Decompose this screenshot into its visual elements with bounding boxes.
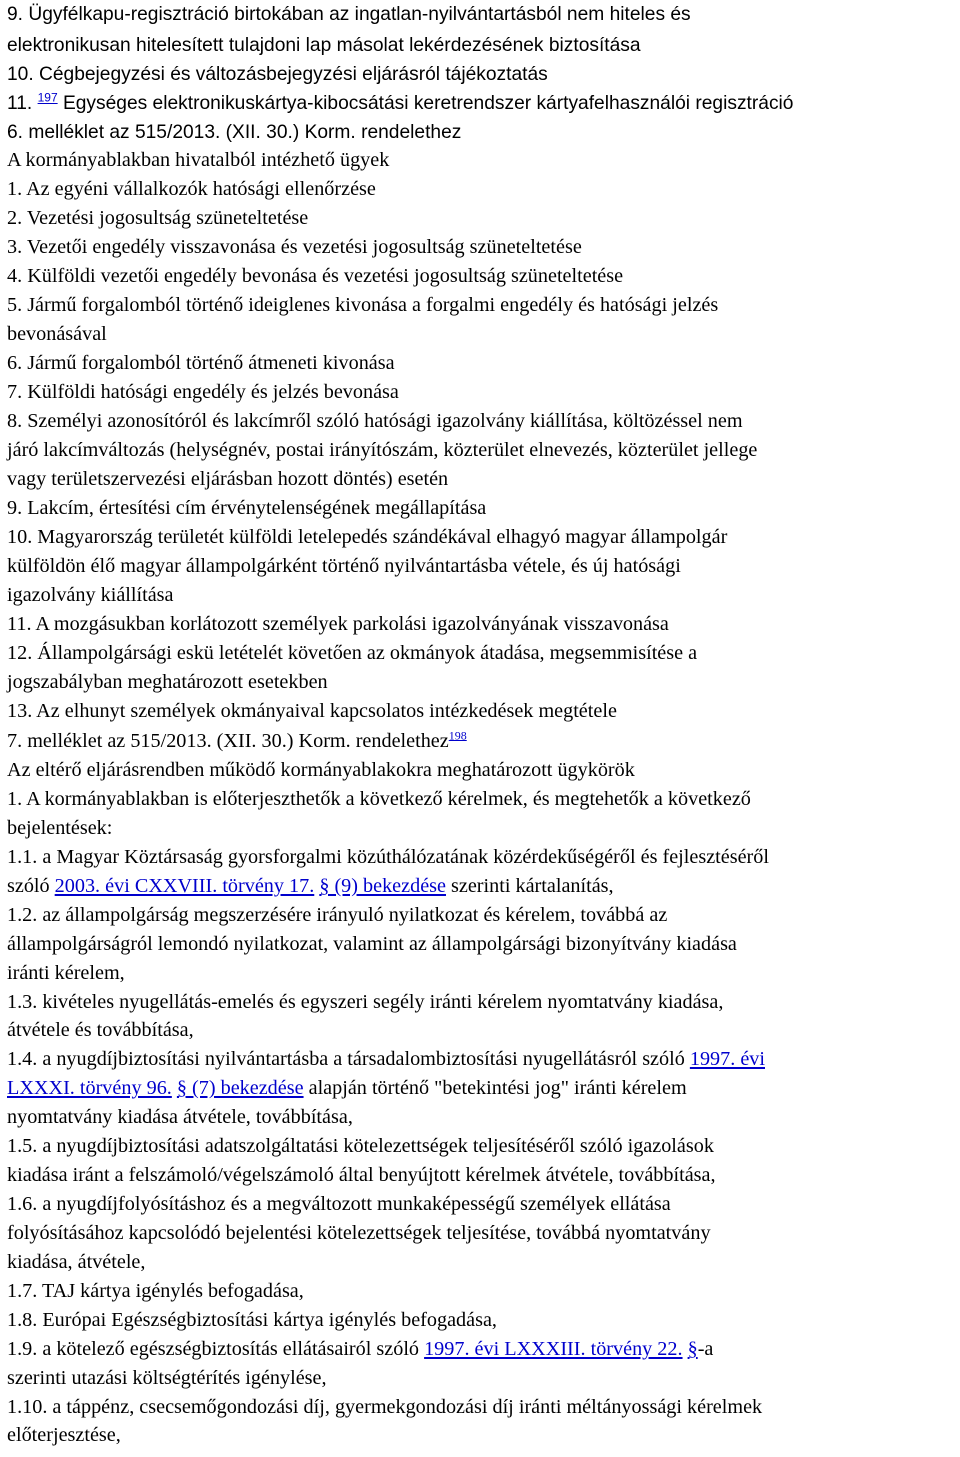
document-line: kiadása, átvétele,	[7, 1251, 146, 1273]
document-line	[7, 1335, 713, 1364]
document-line: 10. Cégbejegyzési és változásbejegyzési eljárásról tájékoztatás	[7, 64, 548, 85]
document-line: előterjesztése,	[7, 1424, 121, 1446]
line-text: alapján történő "betekintési jog" iránti kérelem	[303, 1077, 687, 1099]
line-text: -a	[697, 1338, 714, 1360]
document-line: 1.8. Európai Egészségbiztosítási kártya igénylés befogadása,	[7, 1309, 497, 1331]
document-line: állampolgárságról lemondó nyilatkozat, valamint az állampolgársági bizonyítvány kiadása	[7, 933, 737, 955]
document-line: 5. Jármű forgalomból történő ideiglenes kivonása a forgalmi engedély és hatósági jelzés	[7, 294, 719, 316]
line-text: 11.	[7, 93, 38, 114]
document-line	[7, 89, 793, 118]
document-line: vagy területszervezési eljárásban hozott döntés) esetén	[7, 468, 449, 490]
document-line: átvétele és továbbítása,	[7, 1019, 194, 1041]
document-line: 1.10. a táppénz, csecsemőgondozási díj, gyermekgondozási díj iránti méltányossági kérelmek	[7, 1396, 763, 1418]
document-line: 6. Jármű forgalomból történő átmeneti kivonása	[7, 352, 395, 374]
law-reference-link[interactable]: § (7) bekezdése	[176, 1077, 304, 1099]
document-line: 7. Külföldi hatósági engedély és jelzés bevonása	[7, 381, 399, 403]
document-line: szerinti utazási költségtérítés igénylése,	[7, 1367, 327, 1389]
document-line: folyósításához kapcsolódó bejelentési kötelezettségek teljesítése, továbbá nyomtatvány	[7, 1222, 711, 1244]
document-line: 1.5. a nyugdíjbiztosítási adatszolgáltatási kötelezettségek teljesítéséről szóló igazolások	[7, 1135, 714, 1157]
document-line: iránti kérelem,	[7, 962, 125, 984]
document-line: 3. Vezetői engedély visszavonása és vezetési jogosultság szüneteltetése	[7, 236, 582, 258]
document-line: 4. Külföldi vezetői engedély bevonása és vezetési jogosultság szüneteltetése	[7, 265, 624, 287]
document-line: 1.7. TAJ kártya igénylés befogadása,	[7, 1280, 304, 1302]
document-line: 1.1. a Magyar Köztársaság gyorsforgalmi közúthálózatának közérdekűségéről és fejlesztéséről	[7, 846, 769, 868]
document-line: 13. Az elhunyt személyek okmányaival kapcsolatos intézkedések megtétele	[7, 700, 617, 722]
footnote-link[interactable]: 197	[37, 90, 58, 105]
document-line: 8. Személyi azonosítóról és lakcímről szóló hatósági igazolvány kiállítása, költözéssel nem	[7, 410, 743, 432]
line-text: Egységes elektronikuskártya-kibocsátási keretrendszer kártyafelhasználói regisztráció	[57, 93, 794, 114]
document-line: külföldön élő magyar állampolgárként történő nyilvántartásba vétele, és új hatósági	[7, 555, 681, 577]
document-line: bejelentések:	[7, 817, 113, 839]
document-line: 10. Magyarország területét külföldi letelepedés szándékával elhagyó magyar állampolgár	[7, 526, 728, 548]
document-line: A kormányablakban hivatalból intézhető ügyek	[7, 149, 390, 171]
document-line: 11. A mozgásukban korlátozott személyek parkolási igazolványának visszavonása	[7, 613, 669, 635]
law-reference-link[interactable]: § (9) bekezdése	[319, 875, 446, 897]
line-text: 1.4. a nyugdíjbiztosítási nyilvántartásba a társadalombiztosítási nyugellátásról szóló	[7, 1048, 690, 1070]
line-text: 1.9. a kötelező egészségbiztosítás ellátásairól szóló	[7, 1338, 425, 1360]
document-line: nyomtatvány kiadása átvétele, továbbítása,	[7, 1106, 353, 1128]
document-line	[7, 1045, 765, 1074]
document-line: 9. Lakcím, értesítési cím érvénytelenségének megállapítása	[7, 497, 487, 519]
document-line: 1. A kormányablakban is előterjeszthetők a következő kérelmek, és megtehetők a következő	[7, 788, 751, 810]
document-line: 1.3. kivételes nyugellátás-emelés és egyszeri segély iránti kérelem nyomtatvány kiadása,	[7, 991, 724, 1013]
law-reference-link[interactable]: 1997. évi	[689, 1048, 765, 1070]
document-line	[7, 1074, 687, 1103]
document-line	[7, 872, 614, 901]
document-line	[7, 727, 467, 756]
document-line: jogszabályban meghatározott esetekben	[7, 671, 328, 693]
document-line: 1. Az egyéni vállalkozók hatósági ellenőrzése	[7, 178, 376, 200]
document-line: 2. Vezetési jogosultság szüneteltetése	[7, 207, 309, 229]
document-line: elektronikusan hitelesített tulajdoni lap másolat lekérdezésének biztosítása	[7, 35, 641, 56]
law-reference-link[interactable]: 1997. évi LXXXIII. törvény 22.	[424, 1338, 683, 1360]
document-line: 1.6. a nyugdíjfolyósításhoz és a megváltozott munkaképességű személyek ellátása	[7, 1193, 671, 1215]
law-reference-link[interactable]: §	[687, 1338, 698, 1360]
document-line: 1.2. az állampolgárság megszerzésére irányuló nyilatkozat és kérelem, továbbá az	[7, 904, 668, 926]
document-line: 6. melléklet az 515/2013. (XII. 30.) Korm. rendelethez	[7, 122, 462, 143]
footnote-link[interactable]: 198	[448, 728, 467, 743]
document-line: 9. Ügyfélkapu-regisztráció birtokában az ingatlan-nyilvántartásból nem hiteles és	[7, 4, 691, 25]
document-line: igazolvány kiállítása	[7, 584, 174, 606]
line-text: szerinti kártalanítás,	[445, 875, 614, 897]
document-line: járó lakcímváltozás (helységnév, postai irányítószám, közterület elnevezés, közterület jellege	[7, 439, 758, 461]
law-reference-link[interactable]: LXXXI. törvény 96.	[7, 1077, 172, 1099]
document-line: 12. Állampolgársági eskü letételét követően az okmányok átadása, megsemmisítése a	[7, 642, 698, 664]
law-reference-link[interactable]: 2003. évi CXXVIII. törvény 17.	[54, 875, 315, 897]
line-text: szóló	[7, 875, 55, 897]
document-line: bevonásával	[7, 323, 107, 345]
line-text: 7. melléklet az 515/2013. (XII. 30.) Korm. rendelethez	[7, 730, 449, 752]
document-line: Az eltérő eljárásrendben működő kormányablakokra meghatározott ügykörök	[7, 759, 635, 781]
document-line: kiadása iránt a felszámoló/végelszámoló által benyújtott kérelmek átvétele, továbbítása,	[7, 1164, 716, 1186]
